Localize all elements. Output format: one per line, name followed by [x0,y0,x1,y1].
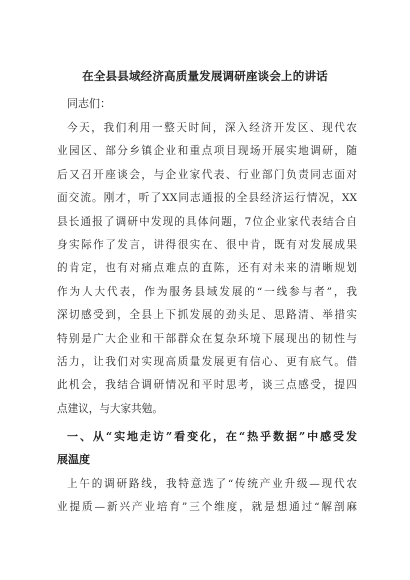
heading-line: 一、从“实地走访”看变化，在“热乎数据”中感受发 [67,430,357,443]
text-line: 业园区、部分乡镇企业和重点项目现场开展实地调研，随 [57,145,357,158]
salutation: 同志们： [67,97,111,110]
heading-line: 展温度 [57,453,90,467]
paragraph-section-1 [57,473,357,520]
text-line: 的肯定，也有对痛点难点的直陈，还有对未来的清晰规划 [57,262,357,275]
text-line: 作为人大代表，作为服务县域发展的“一线参与者”，我 [57,285,357,298]
text-line: 县长通报了调研中发现的具体问题，7位企业家代表结合自 [57,215,357,228]
text-line: 后又召开座谈会，与企业家代表、行业部门负责同志面对 [57,168,357,181]
document-title: 在全县县域经济高质量发展调研座谈会上的讲话 [82,69,328,83]
text-line: 点建议，与大家共勉。 [57,402,163,415]
text-line: 特别是广大企业和干部群众在复杂环境下展现出的韧性与 [57,332,357,345]
text-line: 此机会，我结合调研情况和平时思考，谈三点感受，提四 [57,379,357,392]
text-line: 上午的调研路线，我特意选了“传统产业升级—现代农 [67,478,357,490]
text-line: 业提质—新兴产业培育”三个维度，就是想通过“解剖麻 [57,501,357,514]
text-line: 今天，我们利用一整天时间，深入经济开发区、现代农 [67,122,357,134]
text-line: 身实际作了发言，讲得很实在、很中肯，既有对发展成果 [57,239,357,252]
section-heading-1 [57,425,357,472]
text-line: 深切感受到，全县上下抓发展的劲头足、思路清、举措实 [57,309,357,322]
text-line: 面交流。刚才，听了XX同志通报的全县经济运行情况，XX [57,192,357,205]
text-line: 活力，让我们对实现高质量发展更有信心、更有底气。借 [57,356,357,369]
paragraph-intro [57,117,357,421]
